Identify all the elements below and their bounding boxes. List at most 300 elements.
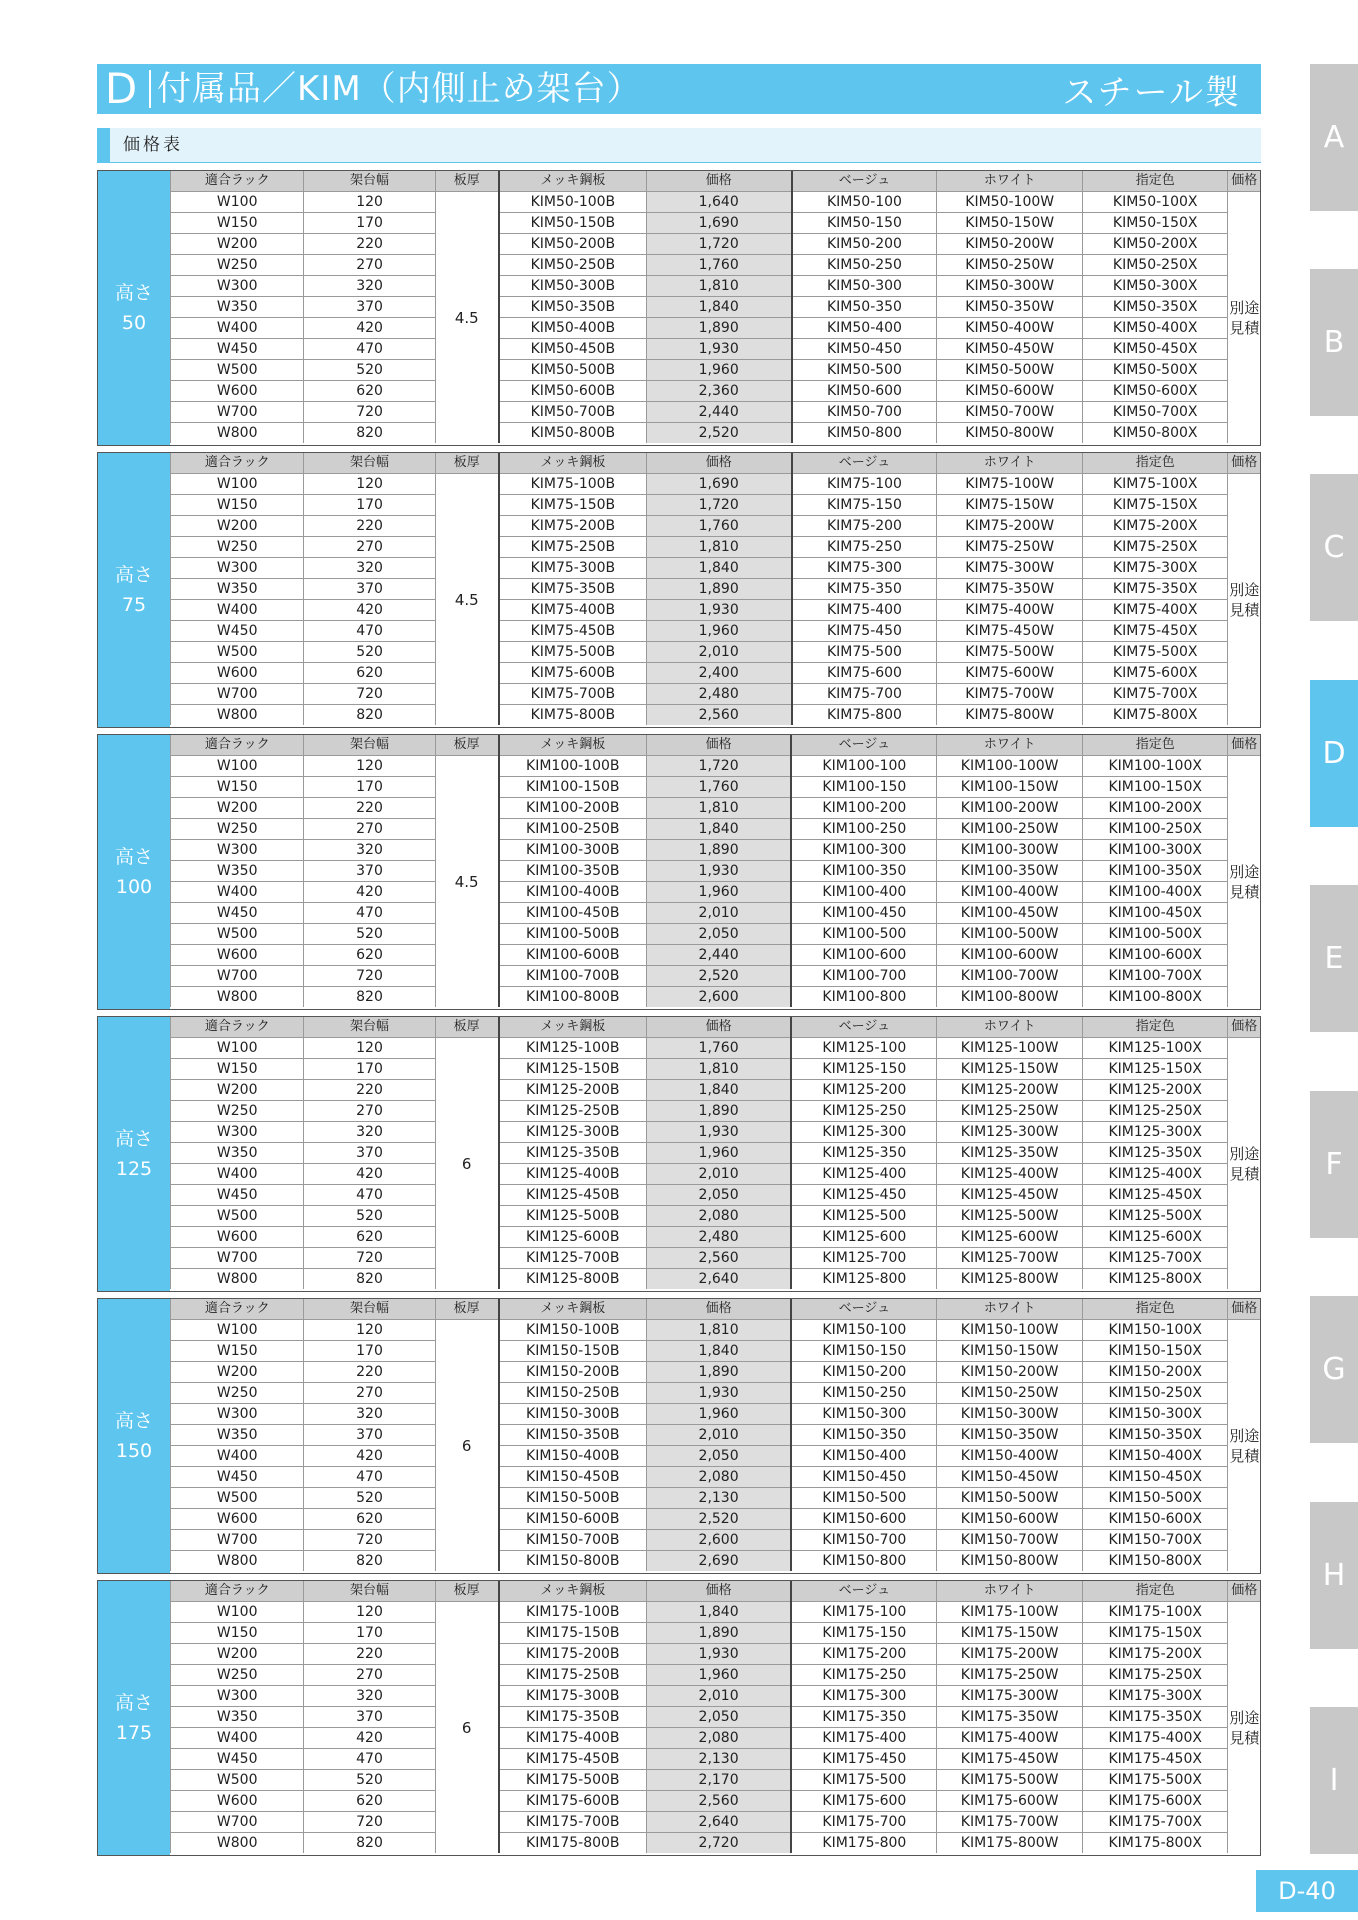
galvanized-model-cell: KIM75-100B bbox=[499, 474, 646, 495]
galvanized-model-cell: KIM50-350B bbox=[499, 297, 646, 318]
price-cell: 2,560 bbox=[646, 705, 791, 726]
frame-width-cell: 220 bbox=[304, 1362, 435, 1383]
custom-color-model-cell: KIM75-200X bbox=[1082, 516, 1228, 537]
height-label-text: 高さ bbox=[114, 1128, 153, 1150]
price-cell: 1,810 bbox=[646, 276, 791, 297]
galvanized-model-cell: KIM150-100B bbox=[499, 1320, 647, 1341]
column-header: 指定色 bbox=[1082, 171, 1228, 192]
white-model-cell: KIM75-800W bbox=[937, 705, 1083, 726]
column-header: 適合ラック bbox=[171, 1017, 304, 1038]
beige-model-cell: KIM175-150 bbox=[791, 1623, 936, 1644]
price-cell: 1,960 bbox=[646, 1665, 791, 1686]
custom-color-model-cell: KIM75-250X bbox=[1082, 537, 1228, 558]
galvanized-model-cell: KIM50-450B bbox=[499, 339, 646, 360]
rack-width-cell: W400 bbox=[171, 318, 304, 339]
beige-model-cell: KIM125-100 bbox=[791, 1038, 936, 1059]
custom-color-model-cell: KIM50-450X bbox=[1082, 339, 1228, 360]
frame-width-cell: 270 bbox=[304, 819, 435, 840]
custom-color-model-cell: KIM50-700X bbox=[1082, 402, 1228, 423]
galvanized-model-cell: KIM125-250B bbox=[499, 1101, 647, 1122]
galvanized-model-cell: KIM100-500B bbox=[499, 924, 647, 945]
custom-color-model-cell: KIM50-200X bbox=[1082, 234, 1228, 255]
price-cell: 1,760 bbox=[646, 255, 791, 276]
custom-color-model-cell: KIM175-800X bbox=[1082, 1833, 1228, 1854]
rack-width-cell: W100 bbox=[171, 1602, 304, 1623]
side-tab-d[interactable]: D bbox=[1310, 680, 1358, 827]
rack-width-cell: W500 bbox=[171, 642, 304, 663]
beige-model-cell: KIM150-600 bbox=[791, 1509, 936, 1530]
table-row bbox=[171, 318, 1261, 339]
beige-model-cell: KIM100-800 bbox=[791, 987, 936, 1008]
height-label bbox=[98, 171, 170, 445]
price-section-100 bbox=[97, 734, 1261, 1010]
frame-width-cell: 520 bbox=[304, 1770, 435, 1791]
price-cell: 1,760 bbox=[646, 777, 791, 798]
beige-model-cell: KIM50-100 bbox=[792, 192, 937, 213]
rack-width-cell: W300 bbox=[171, 1404, 304, 1425]
custom-color-model-cell: KIM100-100X bbox=[1082, 756, 1228, 777]
custom-color-model-cell: KIM150-450X bbox=[1082, 1467, 1228, 1488]
quote-note-cell: 別途見積 bbox=[1228, 1038, 1260, 1290]
galvanized-model-cell: KIM125-450B bbox=[499, 1185, 647, 1206]
table-row bbox=[171, 924, 1261, 945]
galvanized-model-cell: KIM75-150B bbox=[499, 495, 646, 516]
white-model-cell: KIM150-150W bbox=[937, 1341, 1083, 1362]
custom-color-model-cell: KIM75-600X bbox=[1082, 663, 1228, 684]
frame-width-cell: 470 bbox=[304, 621, 435, 642]
column-header: 架台幅 bbox=[304, 1017, 435, 1038]
galvanized-model-cell: KIM175-500B bbox=[499, 1770, 647, 1791]
frame-width-cell: 820 bbox=[304, 705, 435, 726]
white-model-cell: KIM150-300W bbox=[937, 1404, 1083, 1425]
white-model-cell: KIM175-800W bbox=[937, 1833, 1083, 1854]
galvanized-model-cell: KIM125-700B bbox=[499, 1248, 647, 1269]
table-row bbox=[171, 1749, 1261, 1770]
column-header: 指定色 bbox=[1082, 453, 1228, 474]
side-tab-e[interactable]: E bbox=[1310, 885, 1358, 1032]
frame-width-cell: 820 bbox=[304, 1833, 435, 1854]
rack-width-cell: W350 bbox=[171, 1425, 304, 1446]
custom-color-model-cell: KIM100-500X bbox=[1082, 924, 1228, 945]
custom-color-model-cell: KIM175-500X bbox=[1082, 1770, 1228, 1791]
table-row bbox=[171, 1320, 1261, 1341]
galvanized-model-cell: KIM50-800B bbox=[499, 423, 646, 444]
white-model-cell: KIM125-800W bbox=[937, 1269, 1083, 1290]
custom-color-model-cell: KIM150-400X bbox=[1082, 1446, 1228, 1467]
white-model-cell: KIM75-300W bbox=[937, 558, 1083, 579]
galvanized-model-cell: KIM100-200B bbox=[499, 798, 647, 819]
header-divider bbox=[149, 70, 151, 108]
white-model-cell: KIM50-200W bbox=[937, 234, 1083, 255]
column-header: ホワイト bbox=[937, 1017, 1083, 1038]
beige-model-cell: KIM125-700 bbox=[791, 1248, 936, 1269]
price-cell: 2,170 bbox=[646, 1770, 791, 1791]
beige-model-cell: KIM100-150 bbox=[791, 777, 936, 798]
beige-model-cell: KIM175-500 bbox=[791, 1770, 936, 1791]
beige-model-cell: KIM150-450 bbox=[791, 1467, 936, 1488]
side-tab-g[interactable]: G bbox=[1310, 1296, 1358, 1443]
galvanized-model-cell: KIM150-600B bbox=[499, 1509, 647, 1530]
rack-width-cell: W450 bbox=[171, 903, 304, 924]
white-model-cell: KIM150-350W bbox=[937, 1425, 1083, 1446]
height-label-text: 高さ bbox=[114, 846, 153, 868]
rack-width-cell: W250 bbox=[171, 1383, 304, 1404]
table-row bbox=[171, 1530, 1261, 1551]
galvanized-model-cell: KIM75-400B bbox=[499, 600, 646, 621]
frame-width-cell: 470 bbox=[304, 339, 435, 360]
galvanized-model-cell: KIM175-600B bbox=[499, 1791, 647, 1812]
column-header: メッキ鋼板 bbox=[499, 1017, 647, 1038]
beige-model-cell: KIM175-450 bbox=[791, 1749, 936, 1770]
rack-width-cell: W150 bbox=[171, 1623, 304, 1644]
price-cell: 1,810 bbox=[646, 1059, 791, 1080]
column-header: 板厚 bbox=[435, 1299, 499, 1320]
custom-color-model-cell: KIM75-400X bbox=[1082, 600, 1228, 621]
custom-color-model-cell: KIM175-450X bbox=[1082, 1749, 1228, 1770]
column-header: 適合ラック bbox=[171, 453, 304, 474]
height-label bbox=[98, 1299, 170, 1573]
beige-model-cell: KIM75-100 bbox=[792, 474, 937, 495]
rack-width-cell: W200 bbox=[171, 1644, 304, 1665]
frame-width-cell: 270 bbox=[304, 537, 435, 558]
side-tab-f[interactable]: F bbox=[1310, 1091, 1358, 1238]
galvanized-model-cell: KIM175-200B bbox=[499, 1644, 647, 1665]
height-label-text: 高さ bbox=[114, 1692, 153, 1714]
table-row bbox=[171, 1383, 1261, 1404]
frame-width-cell: 620 bbox=[304, 1227, 435, 1248]
price-table bbox=[170, 171, 1260, 443]
column-header: 板厚 bbox=[435, 1017, 499, 1038]
beige-model-cell: KIM175-700 bbox=[791, 1812, 936, 1833]
frame-width-cell: 320 bbox=[304, 558, 435, 579]
galvanized-model-cell: KIM50-700B bbox=[499, 402, 646, 423]
beige-model-cell: KIM50-400 bbox=[792, 318, 937, 339]
price-cell: 2,080 bbox=[646, 1206, 791, 1227]
table-row bbox=[171, 1248, 1261, 1269]
white-model-cell: KIM75-600W bbox=[937, 663, 1083, 684]
galvanized-model-cell: KIM175-800B bbox=[499, 1833, 647, 1854]
beige-model-cell: KIM125-300 bbox=[791, 1122, 936, 1143]
price-cell: 1,840 bbox=[646, 819, 791, 840]
rack-width-cell: W250 bbox=[171, 819, 304, 840]
price-cell: 1,890 bbox=[646, 1623, 791, 1644]
beige-model-cell: KIM100-700 bbox=[791, 966, 936, 987]
galvanized-model-cell: KIM100-150B bbox=[499, 777, 647, 798]
white-model-cell: KIM100-700W bbox=[937, 966, 1083, 987]
galvanized-model-cell: KIM125-500B bbox=[499, 1206, 647, 1227]
side-tab-h[interactable]: H bbox=[1310, 1502, 1358, 1649]
custom-color-model-cell: KIM100-300X bbox=[1082, 840, 1228, 861]
table-row bbox=[171, 1707, 1261, 1728]
galvanized-model-cell: KIM50-100B bbox=[499, 192, 646, 213]
galvanized-model-cell: KIM100-600B bbox=[499, 945, 647, 966]
white-model-cell: KIM175-700W bbox=[937, 1812, 1083, 1833]
rack-width-cell: W300 bbox=[171, 840, 304, 861]
frame-width-cell: 470 bbox=[304, 903, 435, 924]
galvanized-model-cell: KIM175-300B bbox=[499, 1686, 647, 1707]
column-header: メッキ鋼板 bbox=[499, 453, 646, 474]
custom-color-model-cell: KIM175-350X bbox=[1082, 1707, 1228, 1728]
frame-width-cell: 320 bbox=[304, 1122, 435, 1143]
white-model-cell: KIM50-700W bbox=[937, 402, 1083, 423]
height-value: 125 bbox=[115, 1158, 153, 1180]
price-cell: 1,930 bbox=[646, 1644, 791, 1665]
white-model-cell: KIM75-350W bbox=[937, 579, 1083, 600]
price-cell: 1,930 bbox=[646, 861, 791, 882]
table-row bbox=[171, 1644, 1261, 1665]
table-row bbox=[171, 882, 1261, 903]
table-row bbox=[171, 1791, 1261, 1812]
side-tab-c[interactable]: C bbox=[1310, 474, 1358, 621]
column-header: 価格 bbox=[1228, 1299, 1260, 1320]
rack-width-cell: W800 bbox=[171, 423, 304, 444]
rack-width-cell: W600 bbox=[171, 945, 304, 966]
price-table bbox=[170, 1299, 1260, 1571]
column-header: 板厚 bbox=[435, 735, 499, 756]
frame-width-cell: 820 bbox=[304, 1551, 435, 1572]
beige-model-cell: KIM175-800 bbox=[791, 1833, 936, 1854]
height-value: 100 bbox=[115, 876, 153, 898]
price-cell: 1,810 bbox=[646, 537, 791, 558]
price-cell: 1,960 bbox=[646, 360, 791, 381]
price-section-150 bbox=[97, 1298, 1261, 1574]
custom-color-model-cell: KIM50-150X bbox=[1082, 213, 1228, 234]
beige-model-cell: KIM50-350 bbox=[792, 297, 937, 318]
galvanized-model-cell: KIM125-350B bbox=[499, 1143, 647, 1164]
galvanized-model-cell: KIM150-400B bbox=[499, 1446, 647, 1467]
table-row bbox=[171, 516, 1261, 537]
custom-color-model-cell: KIM125-450X bbox=[1082, 1185, 1228, 1206]
white-model-cell: KIM100-100W bbox=[937, 756, 1083, 777]
table-row bbox=[171, 861, 1261, 882]
table-row bbox=[171, 558, 1261, 579]
custom-color-model-cell: KIM150-150X bbox=[1082, 1341, 1228, 1362]
galvanized-model-cell: KIM150-450B bbox=[499, 1467, 647, 1488]
column-header: メッキ鋼板 bbox=[499, 171, 646, 192]
price-cell: 2,560 bbox=[646, 1791, 791, 1812]
white-model-cell: KIM50-250W bbox=[937, 255, 1083, 276]
price-cell: 2,720 bbox=[646, 1833, 791, 1854]
table-row bbox=[171, 1143, 1261, 1164]
column-header: ホワイト bbox=[937, 171, 1083, 192]
rack-width-cell: W500 bbox=[171, 1770, 304, 1791]
quote-note-cell: 別途見積 bbox=[1228, 1320, 1260, 1572]
galvanized-model-cell: KIM75-350B bbox=[499, 579, 646, 600]
custom-color-model-cell: KIM125-100X bbox=[1082, 1038, 1228, 1059]
rack-width-cell: W200 bbox=[171, 1080, 304, 1101]
column-header: 適合ラック bbox=[171, 1581, 304, 1602]
beige-model-cell: KIM150-800 bbox=[791, 1551, 936, 1572]
thickness-cell: 6 bbox=[435, 1320, 499, 1572]
frame-width-cell: 620 bbox=[304, 381, 435, 402]
column-header: 板厚 bbox=[435, 171, 499, 192]
page-header bbox=[97, 64, 1261, 114]
frame-width-cell: 370 bbox=[304, 579, 435, 600]
price-cell: 2,050 bbox=[646, 1446, 791, 1467]
price-cell: 2,480 bbox=[646, 1227, 791, 1248]
galvanized-model-cell: KIM100-300B bbox=[499, 840, 647, 861]
frame-width-cell: 720 bbox=[304, 1812, 435, 1833]
column-header: 価格 bbox=[646, 1581, 791, 1602]
table-row bbox=[171, 192, 1261, 213]
price-cell: 1,840 bbox=[646, 1080, 791, 1101]
custom-color-model-cell: KIM125-600X bbox=[1082, 1227, 1228, 1248]
custom-color-model-cell: KIM125-400X bbox=[1082, 1164, 1228, 1185]
galvanized-model-cell: KIM150-700B bbox=[499, 1530, 647, 1551]
rack-width-cell: W250 bbox=[171, 255, 304, 276]
frame-width-cell: 120 bbox=[304, 1602, 435, 1623]
side-tab-i[interactable]: I bbox=[1310, 1707, 1358, 1854]
galvanized-model-cell: KIM150-150B bbox=[499, 1341, 647, 1362]
frame-width-cell: 420 bbox=[304, 600, 435, 621]
white-model-cell: KIM150-800W bbox=[937, 1551, 1083, 1572]
column-header: 適合ラック bbox=[171, 735, 304, 756]
rack-width-cell: W600 bbox=[171, 1791, 304, 1812]
white-model-cell: KIM150-450W bbox=[937, 1467, 1083, 1488]
price-section-125 bbox=[97, 1016, 1261, 1292]
frame-width-cell: 120 bbox=[304, 1320, 435, 1341]
white-model-cell: KIM125-700W bbox=[937, 1248, 1083, 1269]
price-table-heading-text: 価格表 bbox=[123, 135, 183, 155]
white-model-cell: KIM50-300W bbox=[937, 276, 1083, 297]
white-model-cell: KIM150-400W bbox=[937, 1446, 1083, 1467]
galvanized-model-cell: KIM175-450B bbox=[499, 1749, 647, 1770]
white-model-cell: KIM100-400W bbox=[937, 882, 1083, 903]
table-row bbox=[171, 798, 1261, 819]
custom-color-model-cell: KIM150-500X bbox=[1082, 1488, 1228, 1509]
frame-width-cell: 320 bbox=[304, 1686, 435, 1707]
custom-color-model-cell: KIM75-100X bbox=[1082, 474, 1228, 495]
rack-width-cell: W250 bbox=[171, 537, 304, 558]
frame-width-cell: 520 bbox=[304, 642, 435, 663]
price-cell: 1,840 bbox=[646, 1602, 791, 1623]
white-model-cell: KIM150-200W bbox=[937, 1362, 1083, 1383]
column-header: 価格 bbox=[1228, 735, 1260, 756]
galvanized-model-cell: KIM75-200B bbox=[499, 516, 646, 537]
rack-width-cell: W400 bbox=[171, 1446, 304, 1467]
table-row bbox=[171, 777, 1261, 798]
frame-width-cell: 720 bbox=[304, 966, 435, 987]
rack-width-cell: W500 bbox=[171, 360, 304, 381]
custom-color-model-cell: KIM175-600X bbox=[1082, 1791, 1228, 1812]
rack-width-cell: W600 bbox=[171, 663, 304, 684]
beige-model-cell: KIM175-350 bbox=[791, 1707, 936, 1728]
beige-model-cell: KIM125-200 bbox=[791, 1080, 936, 1101]
rack-width-cell: W300 bbox=[171, 276, 304, 297]
beige-model-cell: KIM75-200 bbox=[792, 516, 937, 537]
column-header: 価格 bbox=[1228, 1017, 1260, 1038]
galvanized-model-cell: KIM100-800B bbox=[499, 987, 647, 1008]
frame-width-cell: 370 bbox=[304, 1707, 435, 1728]
price-cell: 2,400 bbox=[646, 663, 791, 684]
column-header: 板厚 bbox=[435, 1581, 499, 1602]
frame-width-cell: 170 bbox=[304, 777, 435, 798]
table-row bbox=[171, 1602, 1261, 1623]
thickness-cell: 4.5 bbox=[435, 756, 499, 1008]
height-value: 50 bbox=[121, 312, 147, 334]
beige-model-cell: KIM100-250 bbox=[791, 819, 936, 840]
column-header: 価格 bbox=[646, 171, 791, 192]
frame-width-cell: 620 bbox=[304, 663, 435, 684]
frame-width-cell: 120 bbox=[304, 756, 435, 777]
beige-model-cell: KIM50-450 bbox=[792, 339, 937, 360]
white-model-cell: KIM175-200W bbox=[937, 1644, 1083, 1665]
price-cell: 1,840 bbox=[646, 297, 791, 318]
beige-model-cell: KIM150-400 bbox=[791, 1446, 936, 1467]
rack-width-cell: W150 bbox=[171, 495, 304, 516]
price-cell: 2,560 bbox=[646, 1248, 791, 1269]
table-row bbox=[171, 840, 1261, 861]
table-row bbox=[171, 255, 1261, 276]
white-model-cell: KIM150-500W bbox=[937, 1488, 1083, 1509]
custom-color-model-cell: KIM125-300X bbox=[1082, 1122, 1228, 1143]
frame-width-cell: 220 bbox=[304, 234, 435, 255]
height-label bbox=[98, 1581, 170, 1855]
frame-width-cell: 270 bbox=[304, 255, 435, 276]
galvanized-model-cell: KIM50-250B bbox=[499, 255, 646, 276]
side-tab-b[interactable]: B bbox=[1310, 269, 1358, 416]
custom-color-model-cell: KIM50-500X bbox=[1082, 360, 1228, 381]
beige-model-cell: KIM75-700 bbox=[792, 684, 937, 705]
height-label bbox=[98, 735, 170, 1009]
rack-width-cell: W100 bbox=[171, 1320, 304, 1341]
white-model-cell: KIM175-500W bbox=[937, 1770, 1083, 1791]
custom-color-model-cell: KIM175-700X bbox=[1082, 1812, 1228, 1833]
table-row bbox=[171, 474, 1261, 495]
beige-model-cell: KIM100-300 bbox=[791, 840, 936, 861]
custom-color-model-cell: KIM100-800X bbox=[1082, 987, 1228, 1008]
custom-color-model-cell: KIM150-700X bbox=[1082, 1530, 1228, 1551]
white-model-cell: KIM150-600W bbox=[937, 1509, 1083, 1530]
beige-model-cell: KIM75-300 bbox=[792, 558, 937, 579]
price-cell: 2,130 bbox=[646, 1488, 791, 1509]
height-value: 175 bbox=[115, 1722, 153, 1744]
white-model-cell: KIM100-600W bbox=[937, 945, 1083, 966]
beige-model-cell: KIM100-200 bbox=[791, 798, 936, 819]
price-cell: 1,890 bbox=[646, 579, 791, 600]
table-row bbox=[171, 1101, 1261, 1122]
white-model-cell: KIM125-600W bbox=[937, 1227, 1083, 1248]
rack-width-cell: W150 bbox=[171, 1341, 304, 1362]
custom-color-model-cell: KIM150-200X bbox=[1082, 1362, 1228, 1383]
column-header: 価格 bbox=[646, 1299, 791, 1320]
white-model-cell: KIM175-450W bbox=[937, 1749, 1083, 1770]
side-tab-a[interactable]: A bbox=[1310, 64, 1358, 211]
price-cell: 1,930 bbox=[646, 339, 791, 360]
frame-width-cell: 120 bbox=[304, 1038, 435, 1059]
beige-model-cell: KIM75-500 bbox=[792, 642, 937, 663]
table-row bbox=[171, 1509, 1261, 1530]
price-cell: 2,130 bbox=[646, 1749, 791, 1770]
beige-model-cell: KIM75-800 bbox=[792, 705, 937, 726]
frame-width-cell: 620 bbox=[304, 945, 435, 966]
frame-width-cell: 720 bbox=[304, 684, 435, 705]
rack-width-cell: W100 bbox=[171, 474, 304, 495]
custom-color-model-cell: KIM50-800X bbox=[1082, 423, 1228, 444]
custom-color-model-cell: KIM75-150X bbox=[1082, 495, 1228, 516]
height-label bbox=[98, 453, 170, 727]
table-row bbox=[171, 1206, 1261, 1227]
rack-width-cell: W400 bbox=[171, 1728, 304, 1749]
rack-width-cell: W350 bbox=[171, 1707, 304, 1728]
custom-color-model-cell: KIM100-600X bbox=[1082, 945, 1228, 966]
column-header: ベージュ bbox=[792, 171, 937, 192]
beige-model-cell: KIM125-350 bbox=[791, 1143, 936, 1164]
table-row bbox=[171, 339, 1261, 360]
galvanized-model-cell: KIM125-200B bbox=[499, 1080, 647, 1101]
price-cell: 1,960 bbox=[646, 1143, 791, 1164]
galvanized-model-cell: KIM100-350B bbox=[499, 861, 647, 882]
